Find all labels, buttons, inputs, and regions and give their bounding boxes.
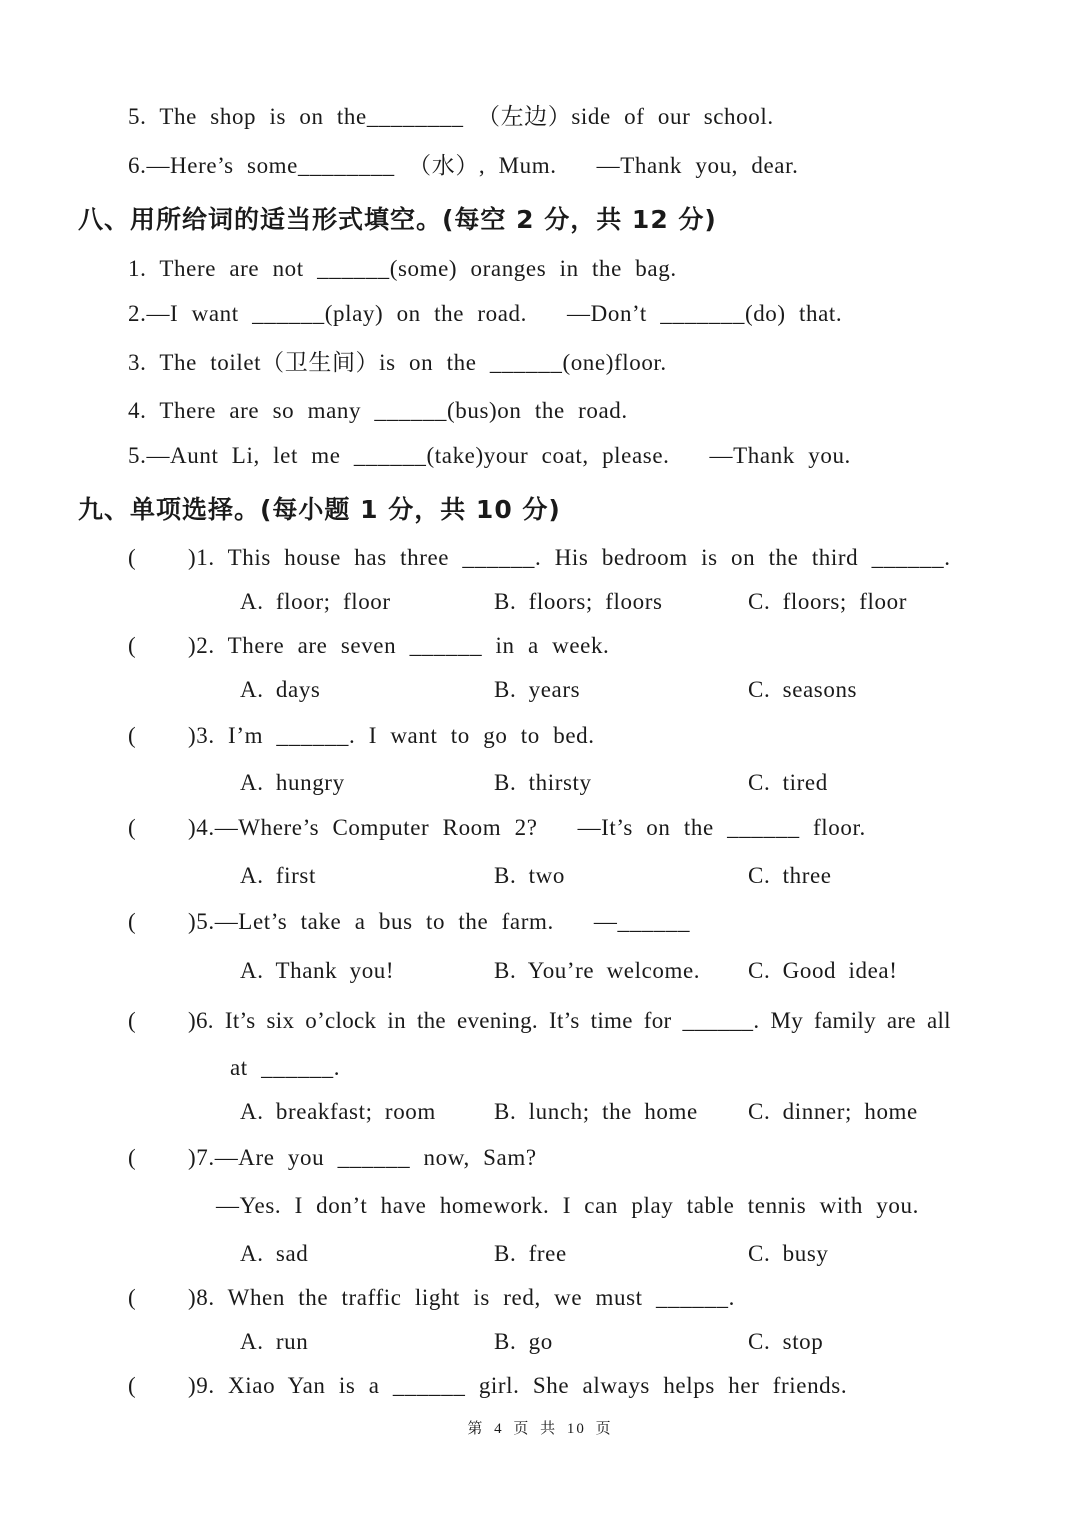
- s8-question-1: 1. There are not ______(some) oranges in the bag.: [128, 256, 677, 281]
- s9-question-8-stem: )8. When the traffic light is red, we must ______.: [188, 1285, 735, 1310]
- s9-question-3-stem: )3. I’m ______. I want to go to bed.: [188, 723, 595, 748]
- s9-q2-option-c: C. seasons: [748, 677, 858, 702]
- s9-q5-option-c: C. Good idea!: [748, 958, 898, 983]
- s9-q4-option-c: C. three: [748, 863, 832, 888]
- s9-q1-option-c: C. floors; floor: [748, 589, 907, 614]
- s9-question-6-stem: )6. It’s six o’clock in the evening. It’s time for ______. My family are all: [188, 1008, 951, 1033]
- s9-question-4-stem: )4.—Where’s Computer Room 2? —It’s on the ______ floor.: [188, 815, 866, 840]
- s9-q7-option-c: C. busy: [748, 1241, 829, 1266]
- s9-q3-option-a: A. hungry: [240, 770, 345, 795]
- s9-q7-option-b: B. free: [494, 1241, 567, 1266]
- s9-q1-option-b: B. floors; floors: [494, 589, 663, 614]
- s9-q4-option-b: B. two: [494, 863, 565, 888]
- s9-question-9-stem: )9. Xiao Yan is a ______ girl. She always helps her friends.: [188, 1373, 848, 1398]
- s9-q5-option-b: B. You’re welcome.: [494, 958, 701, 983]
- section-8-heading: 八、用所给词的适当形式填空。(每空 2 分，共 12 分): [78, 205, 717, 234]
- s9-q7-option-a: A. sad: [240, 1241, 309, 1266]
- answer-paren-9: (: [128, 1373, 136, 1398]
- s9-q6-option-b: B. lunch; the home: [494, 1099, 698, 1124]
- answer-paren-8: (: [128, 1285, 136, 1310]
- s9-question-1-stem: )1. This house has three ______. His bedroom is on the third ______.: [188, 545, 951, 570]
- answer-paren-1: (: [128, 545, 136, 570]
- question-6-prev-section: 6.—Here’s some________ （水）, Mum. —Thank you, dear.: [128, 153, 799, 178]
- s9-q1-option-a: A. floor; floor: [240, 589, 391, 614]
- s9-question-5-stem: )5.—Let’s take a bus to the farm. —______: [188, 909, 691, 934]
- answer-paren-4: (: [128, 815, 136, 840]
- s9-question-2-stem: )2. There are seven ______ in a week.: [188, 633, 610, 658]
- s8-question-3: 3. The toilet（卫生间）is on the ______(one)floor.: [128, 350, 667, 375]
- question-5-prev-section: 5. The shop is on the________ （左边）side of our school.: [128, 104, 774, 129]
- s9-q6-option-a: A. breakfast; room: [240, 1099, 436, 1124]
- s8-question-5: 5.—Aunt Li, let me ______(take)your coat, please. —Thank you.: [128, 443, 851, 468]
- s9-question-7-stem-continued: —Yes. I don’t have homework. I can play table tennis with you.: [216, 1193, 919, 1218]
- answer-paren-2: (: [128, 633, 136, 658]
- answer-paren-3: (: [128, 723, 136, 748]
- s9-q4-option-a: A. first: [240, 863, 316, 888]
- answer-paren-5: (: [128, 909, 136, 934]
- s9-q8-option-b: B. go: [494, 1329, 553, 1354]
- s9-q3-option-c: C. tired: [748, 770, 828, 795]
- s9-q5-option-a: A. Thank you!: [240, 958, 395, 983]
- section-9-heading: 九、单项选择。(每小题 1 分，共 10 分): [78, 495, 561, 524]
- s9-q8-option-c: C. stop: [748, 1329, 824, 1354]
- s9-question-7-stem: )7.—Are you ______ now, Sam?: [188, 1145, 537, 1170]
- s8-question-2: 2.—I want ______(play) on the road. —Don’t _______(do) that.: [128, 301, 843, 326]
- s9-q8-option-a: A. run: [240, 1329, 309, 1354]
- s9-q2-option-b: B. years: [494, 677, 581, 702]
- answer-paren-6: (: [128, 1008, 136, 1033]
- s8-question-4: 4. There are so many ______(bus)on the road.: [128, 398, 628, 423]
- answer-paren-7: (: [128, 1145, 136, 1170]
- s9-q6-option-c: C. dinner; home: [748, 1099, 918, 1124]
- s9-question-6-stem-continued: at ______.: [230, 1055, 341, 1080]
- s9-q3-option-b: B. thirsty: [494, 770, 592, 795]
- s9-q2-option-a: A. days: [240, 677, 321, 702]
- page-number-footer: 第 4 页 共 10 页: [467, 1421, 613, 1437]
